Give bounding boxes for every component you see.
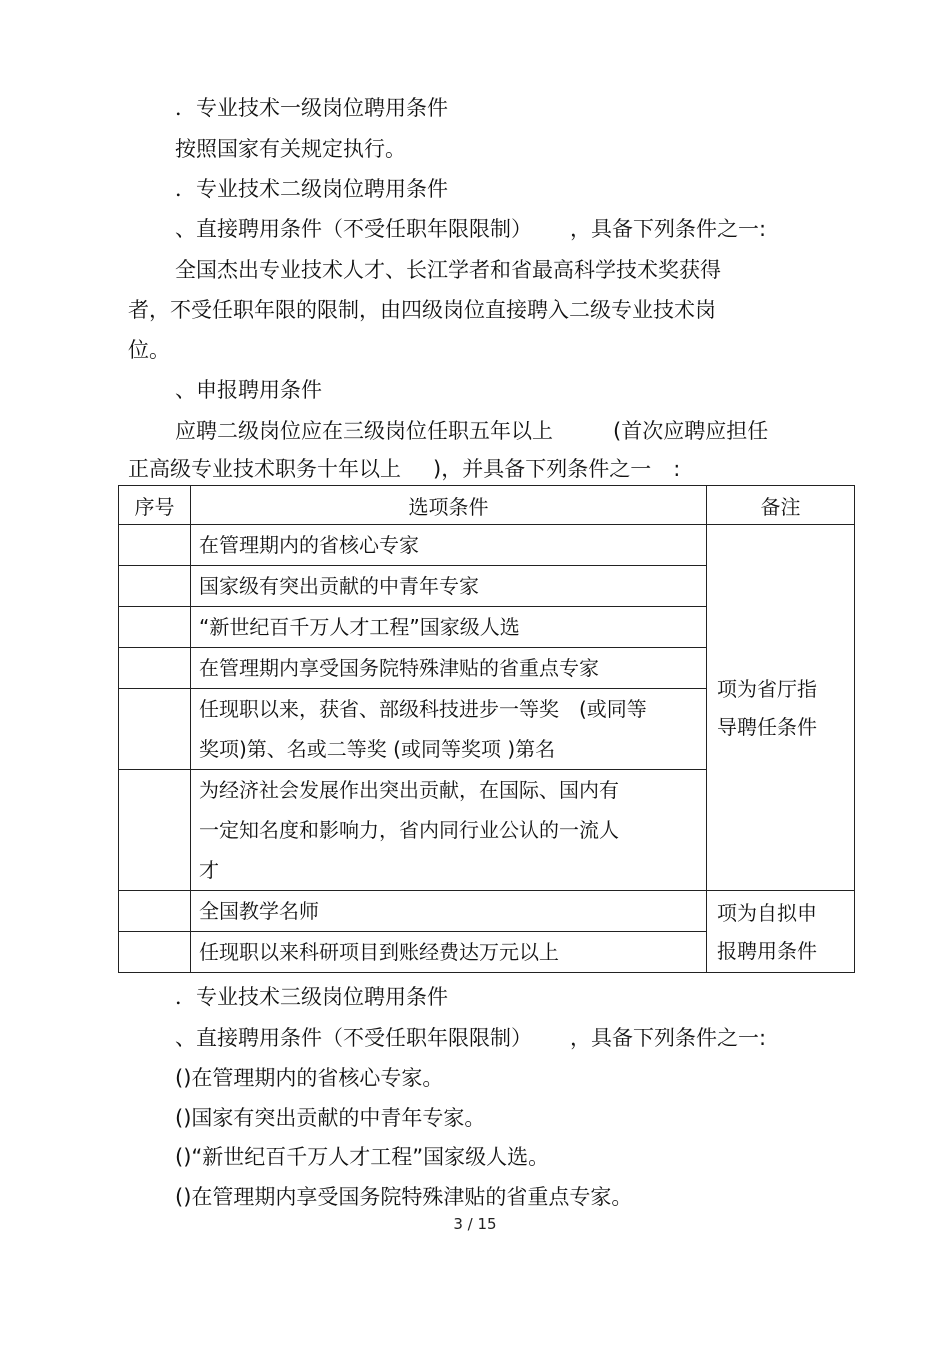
para-level3-direct	[175, 1025, 766, 1051]
row-num	[119, 932, 191, 973]
para-apply-line1-b: (首次应聘应担任	[613, 419, 769, 443]
para-level3-direct-a: 、直接聘用条件（不受任职年限限制）	[175, 1026, 532, 1050]
row-condition: 在管理期内享受国务院特殊津贴的省重点专家	[191, 648, 707, 689]
heading-level2: ．专业技术二级岗位聘用条件	[175, 177, 448, 201]
row-num	[119, 607, 191, 648]
row-condition-line3: 才	[199, 858, 219, 882]
para-apply-line2-b: )，并具备下列条件之一	[433, 457, 652, 481]
para-talent-line3: 位。	[128, 338, 170, 362]
para-level3-direct-b: ，具备下列条件之一:	[570, 1026, 767, 1050]
list-item: ()在管理期内享受国务院特殊津贴的省重点专家。	[175, 1185, 633, 1209]
list-item: ()国家有突出贡献的中青年专家。	[175, 1106, 486, 1130]
list-item: ()“新世纪百千万人才工程”国家级人选。	[175, 1145, 550, 1169]
remark-self-line1: 项为自拟申	[717, 900, 817, 925]
row-condition-line1: 任现职以来，获省、部级科技进步一等奖 (或同等	[199, 697, 647, 721]
conditions-table	[118, 485, 855, 973]
para-apply-line1	[175, 418, 768, 444]
row-condition: 国家级有突出贡献的中青年专家	[191, 566, 707, 607]
page-number: 3 / 15	[453, 1215, 497, 1233]
row-condition: 任现职以来科研项目到账经费达万元以上	[191, 932, 707, 973]
remark-province	[707, 525, 855, 891]
para-apply-line2-a: 正高级专业技术职务十年以上	[128, 457, 401, 481]
list-item: ()在管理期内的省核心专家。	[175, 1066, 444, 1090]
header-condition: 选项条件	[191, 486, 707, 525]
para-apply-heading: 、申报聘用条件	[175, 378, 322, 402]
row-condition: 在管理期内的省核心专家	[191, 525, 707, 566]
remark-province-line2: 导聘任条件	[717, 714, 817, 739]
para-direct-hire-b: ，具备下列条件之一:	[570, 217, 767, 241]
row-num	[119, 891, 191, 932]
row-condition: 全国教学名师	[191, 891, 707, 932]
header-num: 序号	[119, 486, 191, 525]
heading-level1: ．专业技术一级岗位聘用条件	[175, 96, 448, 120]
row-num	[119, 648, 191, 689]
para-apply-line2	[128, 456, 680, 482]
remark-province-line1: 项为省厅指	[717, 676, 817, 701]
table-row	[119, 525, 855, 566]
row-condition-line2: 一定知名度和影响力，省内同行业公认的一流人	[199, 818, 619, 842]
row-num	[119, 525, 191, 566]
row-condition	[191, 770, 707, 891]
remark-self	[707, 891, 855, 973]
para-direct-hire	[175, 216, 766, 242]
row-condition-line2: 奖项)第、名或二等奖 (或同等奖项 )第名	[199, 737, 556, 761]
para-talent-line1: 全国杰出专业技术人才、长江学者和省最高科学技术奖获得	[175, 258, 721, 282]
table-row	[119, 891, 855, 932]
para-apply-line2-c: :	[673, 457, 681, 481]
row-condition: “新世纪百千万人才工程”国家级人选	[191, 607, 707, 648]
para-talent-line2: 者，不受任职年限的限制，由四级岗位直接聘入二级专业技术岗	[128, 298, 716, 322]
row-condition	[191, 689, 707, 770]
heading-level3: ．专业技术三级岗位聘用条件	[175, 985, 448, 1009]
row-num	[119, 770, 191, 891]
para-level1-rule: 按照国家有关规定执行。	[175, 137, 406, 161]
para-direct-hire-a: 、直接聘用条件（不受任职年限限制）	[175, 217, 532, 241]
header-remark: 备注	[707, 486, 855, 525]
remark-self-line2: 报聘用条件	[717, 938, 817, 963]
row-num	[119, 566, 191, 607]
row-num	[119, 689, 191, 770]
table-header-row	[119, 486, 855, 525]
row-condition-line1: 为经济社会发展作出突出贡献，在国际、国内有	[199, 778, 619, 802]
para-apply-line1-a: 应聘二级岗位应在三级岗位任职五年以上	[175, 419, 553, 443]
